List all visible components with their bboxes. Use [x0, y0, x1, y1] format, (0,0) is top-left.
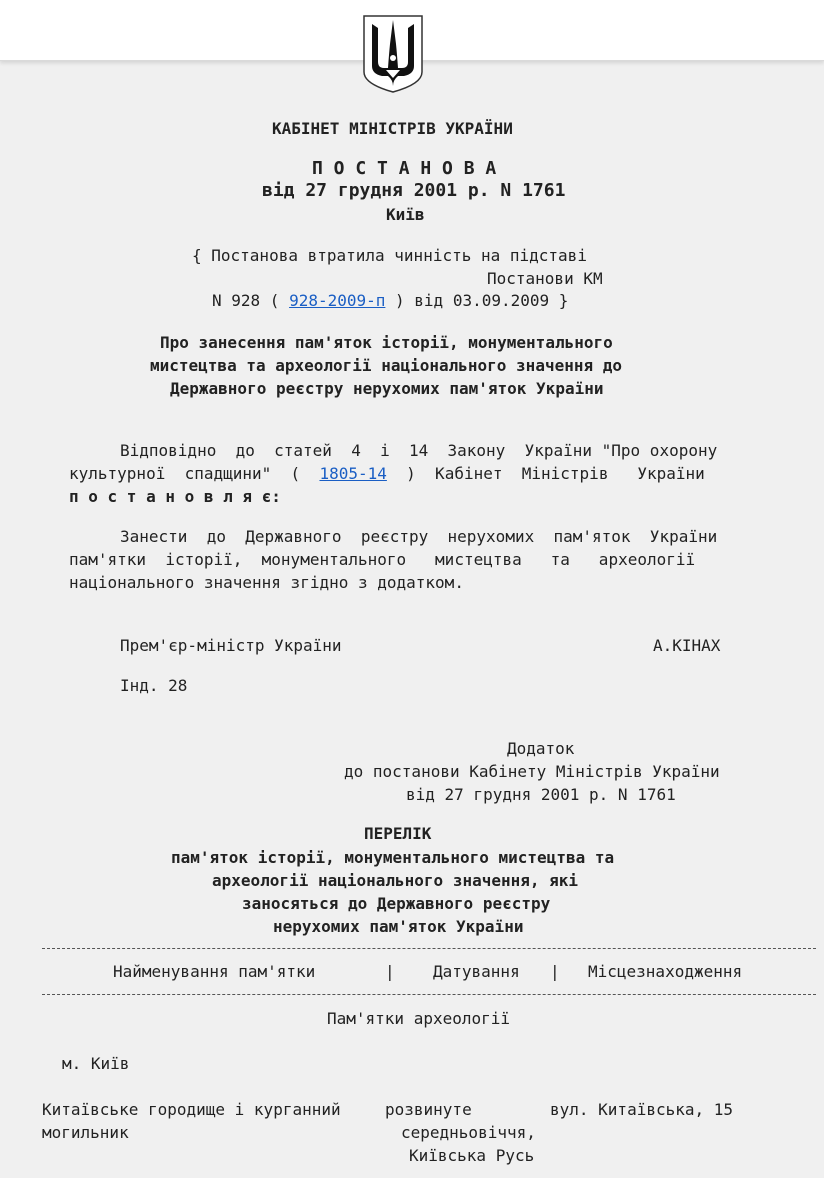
- document-date-number: від 27 грудня 2001 р. N 1761: [262, 180, 566, 201]
- table-row-date-line1: розвинуте: [385, 1100, 472, 1119]
- table-top-rule: [42, 948, 816, 949]
- table-row-name-line2: могильник: [42, 1123, 129, 1142]
- table-header-name: Найменування пам'ятки: [113, 962, 316, 981]
- table-header-sep1: |: [385, 962, 395, 981]
- document-type: П О С Т А Н О В А: [312, 158, 497, 179]
- title-line2: мистецтва та археології національного значення до: [150, 356, 623, 375]
- list-title-line4: заносяться до Державного реєстру: [242, 894, 551, 913]
- repeal-note-suffix: ) від 03.09.2009 }: [385, 291, 569, 310]
- table-row-name-line1: Китаївське городище і курганний: [42, 1100, 341, 1119]
- body-line2: пам'ятки історії, монументального мистецтва та археології: [69, 550, 696, 569]
- table-header-rule: [42, 994, 816, 995]
- appendix-label: Додаток: [507, 739, 575, 758]
- body-line3: національного значення згідно з додатком.: [69, 573, 464, 592]
- document-city: Київ: [386, 205, 425, 224]
- repeal-note-line2: Постанови КМ: [487, 269, 603, 288]
- repeal-note-line3: [212, 291, 568, 311]
- preamble-line1: Відповідно до статей 4 і 14 Закону України "Про охорону: [120, 441, 718, 460]
- table-city: м. Київ: [62, 1054, 130, 1073]
- table-row-location: вул. Китаївська, 15: [550, 1100, 734, 1119]
- repeal-note-line1: { Постанова втратила чинність на підставі: [192, 246, 587, 265]
- table-header-location: Місцезнаходження: [588, 962, 743, 981]
- table-section-title: Пам'ятки археології: [327, 1009, 511, 1028]
- preamble-suffix: ) Кабінет Міністрів України: [386, 464, 705, 483]
- cabinet-title: КАБІНЕТ МІНІСТРІВ УКРАЇНИ: [272, 119, 513, 138]
- table-header-date: Датування: [433, 962, 520, 981]
- list-title-line5: нерухомих пам'яток України: [273, 917, 524, 936]
- body-line1: Занести до Державного реєстру нерухомих пам'яток України: [120, 527, 718, 546]
- signature-position: Прем'єр-міністр України: [120, 636, 342, 655]
- preamble-prefix: культурної спадщини" (: [69, 464, 320, 483]
- appendix-date: від 27 грудня 2001 р. N 1761: [406, 785, 676, 804]
- signature-index: Інд. 28: [120, 676, 188, 695]
- table-row-date-line2: середньовіччя,: [401, 1123, 536, 1142]
- culture-law-link[interactable]: 1805-14: [319, 464, 387, 483]
- table-header-sep2: |: [550, 962, 560, 981]
- preamble-line2: [69, 464, 705, 484]
- repeal-decree-link[interactable]: 928-2009-п: [289, 291, 386, 310]
- title-line1: Про занесення пам'яток історії, монументального: [160, 333, 613, 352]
- signature-name: А.КІНАХ: [653, 636, 721, 655]
- table-row-date-line3: Київська Русь: [409, 1146, 535, 1165]
- coat-of-arms-icon: [362, 14, 424, 94]
- appendix-to: до постанови Кабінету Міністрів України: [344, 762, 720, 781]
- repeal-note-prefix: N 928 (: [212, 291, 290, 310]
- preamble-resolves: п о с т а н о в л я є:: [69, 487, 281, 506]
- list-title-line3: археології національного значення, які: [212, 871, 579, 890]
- title-line3: Державного реєстру нерухомих пам'яток України: [170, 379, 604, 398]
- list-title-line2: пам'яток історії, монументального мистецтва та: [171, 848, 615, 867]
- list-title-line1: ПЕРЕЛІК: [364, 824, 432, 843]
